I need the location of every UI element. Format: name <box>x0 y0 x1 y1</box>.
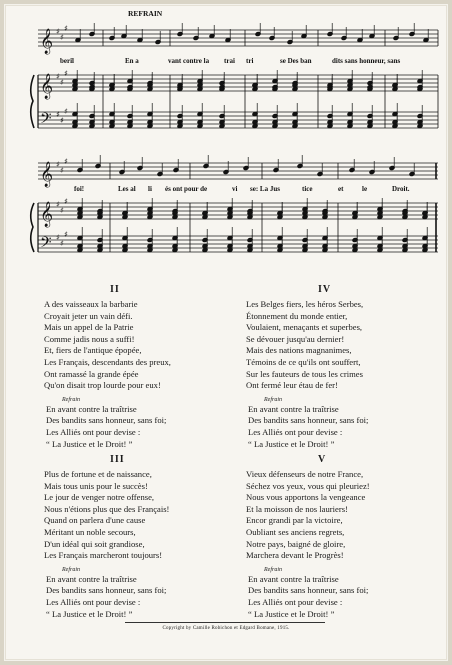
refrain-line: En avant contre la traîtrise <box>46 573 137 584</box>
verse-line: Les Français marcheront toujours! <box>44 550 163 561</box>
verse-line: Ont fermé leur étau de fer! <box>246 380 338 391</box>
svg-text:♯: ♯ <box>60 78 64 87</box>
verse-line: Notre pays, baigné de gloire, <box>246 538 346 549</box>
verse-line: Mais tous unis pour le succès! <box>44 480 148 491</box>
svg-text:♯: ♯ <box>64 107 68 116</box>
refrain-line: Des bandits sans honneur, sans foi; <box>248 415 369 426</box>
verse-line: Et, fiers de l'antique épopée, <box>44 345 142 356</box>
verse-line: Les Français, descendants des preux, <box>44 356 171 367</box>
verse-line: Nous n'étions plus que des Français! <box>44 503 170 514</box>
verse-line: Oubliant ses anciens regrets, <box>246 526 345 537</box>
footer-rule <box>125 622 325 623</box>
refrain-line: Les Alliés ont pour devise : <box>46 426 141 437</box>
verse-line: Ont ramassé la grande épée <box>44 368 139 379</box>
refrain-line: Des bandits sans honneur, sans foi; <box>248 585 369 596</box>
svg-text:♯: ♯ <box>64 24 68 33</box>
verse-line: Séchez vos yeux, vous qui pleuriez! <box>246 480 370 491</box>
refrain-line: “ La Justice et le Droit! ” <box>248 608 335 619</box>
refrain-line: Des bandits sans honneur, sans foi; <box>46 585 167 596</box>
svg-text:♯: ♯ <box>60 33 64 42</box>
refrain-tag: Refrain <box>62 566 80 573</box>
treble-clef-icon: 𝄞 <box>40 202 54 227</box>
verse-number: III <box>110 454 125 465</box>
refrain-line: En avant contre la traîtrise <box>248 573 339 584</box>
svg-text:♯: ♯ <box>64 69 68 78</box>
refrain-line: Les Alliés ont pour devise : <box>46 596 141 607</box>
verse-stanza <box>246 469 436 620</box>
refrain-tag: Refrain <box>264 566 282 573</box>
refrain-line: “ La Justice et le Droit! ” <box>248 438 335 449</box>
lyric-syllable: En a <box>125 57 139 65</box>
refrain-line: “ La Justice et le Droit! ” <box>46 438 133 449</box>
treble-clef-icon: 𝄞 <box>40 162 54 187</box>
verse-line: Plus de fortune et de naissance, <box>44 469 152 479</box>
svg-text:♯: ♯ <box>56 200 60 209</box>
svg-text:♯: ♯ <box>56 160 60 169</box>
treble-clef-icon: 𝄞 <box>40 74 54 99</box>
svg-text:♯: ♯ <box>64 230 68 239</box>
system2-lyrics <box>74 185 410 193</box>
music-score <box>0 0 452 275</box>
verse-line: Voulaient, menaçants et superbes, <box>246 322 363 333</box>
svg-text:♯: ♯ <box>64 157 68 166</box>
svg-text:♯: ♯ <box>56 233 60 242</box>
verse-line: Le jour de venger notre offense, <box>44 492 155 503</box>
lyric-syllable: se: La Jus <box>250 185 280 193</box>
bass-clef-icon: 𝄢 <box>40 110 52 131</box>
lyric-syllable: Les al <box>118 185 136 193</box>
verse-number: II <box>110 284 120 295</box>
verse-stanza <box>44 469 234 620</box>
verse-line: Mais des nations magnanimes, <box>246 345 352 356</box>
lyric-syllable: beril <box>60 57 74 65</box>
verse-number: V <box>318 454 327 465</box>
copyright-notice: Copyright by Camille Robichon et Edgard Bomane, 1915. <box>162 626 290 631</box>
lyric-syllable: Droit. <box>392 185 410 193</box>
svg-text:♯: ♯ <box>60 116 64 125</box>
refrain-line: “ La Justice et le Droit! ” <box>46 608 133 619</box>
verse-line: Témoins de ce qu'ils ont souffert, <box>246 356 361 367</box>
verse-line: Méritant un noble secours, <box>44 526 136 537</box>
verse-line: Quand on parlera d'une cause <box>44 515 146 526</box>
lyric-syllable: dits sans honneur, sans <box>332 57 401 65</box>
lyric-syllable: vant contre la <box>168 57 210 65</box>
verse-line: Marchera devant le Progrès! <box>246 550 344 561</box>
verse-line: Comme jadis nous a suffi! <box>44 333 135 344</box>
bass-clef-icon: 𝄢 <box>40 234 52 255</box>
verse-number: IV <box>318 284 332 295</box>
treble-clef-icon: 𝄞 <box>40 29 54 54</box>
verse-stanza <box>44 299 234 450</box>
svg-text:♯: ♯ <box>60 239 64 248</box>
verse-line: D'un idéal qui soit grandiose, <box>44 538 145 549</box>
lyric-syllable: li <box>148 185 152 193</box>
verse-line: Encor grandi par la victoire, <box>246 515 343 526</box>
lyric-syllable: le <box>362 185 368 193</box>
lyric-syllable: se Des ban <box>280 57 312 65</box>
lyric-syllable: trai <box>224 57 235 65</box>
svg-text:♯: ♯ <box>56 110 60 119</box>
refrain-line: Des bandits sans honneur, sans foi; <box>46 415 167 426</box>
refrain-line: Les Alliés ont pour devise : <box>248 596 343 607</box>
verse-line: Se dévouer jusqu'au dernier! <box>246 333 345 344</box>
verse-line: Et la moisson de nos lauriers! <box>246 503 348 514</box>
svg-text:♯: ♯ <box>60 166 64 175</box>
svg-text:♯: ♯ <box>60 206 64 215</box>
verse-stanza <box>246 299 436 450</box>
verse-line: Croyait jeter un vain défi. <box>44 310 133 321</box>
refrain-line: En avant contre la traîtrise <box>46 403 137 414</box>
verse-line: Qu'on disait trop lourde pour eux! <box>44 380 161 391</box>
svg-text:♯: ♯ <box>56 72 60 81</box>
lyric-syllable: et <box>338 185 344 193</box>
lyric-syllable: és ont pour de <box>165 185 208 193</box>
system1-lyrics <box>60 57 400 65</box>
verse-line: Vieux défenseurs de notre France, <box>246 469 364 479</box>
lyric-syllable: tice <box>302 185 313 193</box>
svg-text:♯: ♯ <box>56 27 60 36</box>
refrain-tag: Refrain <box>62 396 80 403</box>
refrain-line: Les Alliés ont pour devise : <box>248 426 343 437</box>
lyric-syllable: tri <box>246 57 254 65</box>
system1-piano-bass <box>38 112 438 128</box>
refrain-tag: Refrain <box>264 396 282 403</box>
verse-line: Nous vous apportons la vengeance <box>246 492 366 503</box>
verse-line: A des vaisseaux la barbarie <box>44 299 138 309</box>
system1-piano-treble <box>38 75 438 91</box>
system1-vocal-staff <box>38 30 438 46</box>
verse-line: Sur les fauteurs de tous les crimes <box>246 368 363 379</box>
lyric-syllable: vi <box>232 185 238 193</box>
refrain-line: En avant contre la traîtrise <box>248 403 339 414</box>
svg-text:♯: ♯ <box>64 197 68 206</box>
verse-line: Mais un appel de la Patrie <box>44 322 134 333</box>
verse-line: Étonnement du monde entier, <box>246 310 348 321</box>
clefs <box>40 28 53 255</box>
verse-line: Les Belges fiers, les héros Serbes, <box>246 299 364 309</box>
lyric-syllable: foi! <box>74 185 85 193</box>
refrain-label: REFRAIN <box>128 9 163 18</box>
system-brackets <box>31 75 38 252</box>
